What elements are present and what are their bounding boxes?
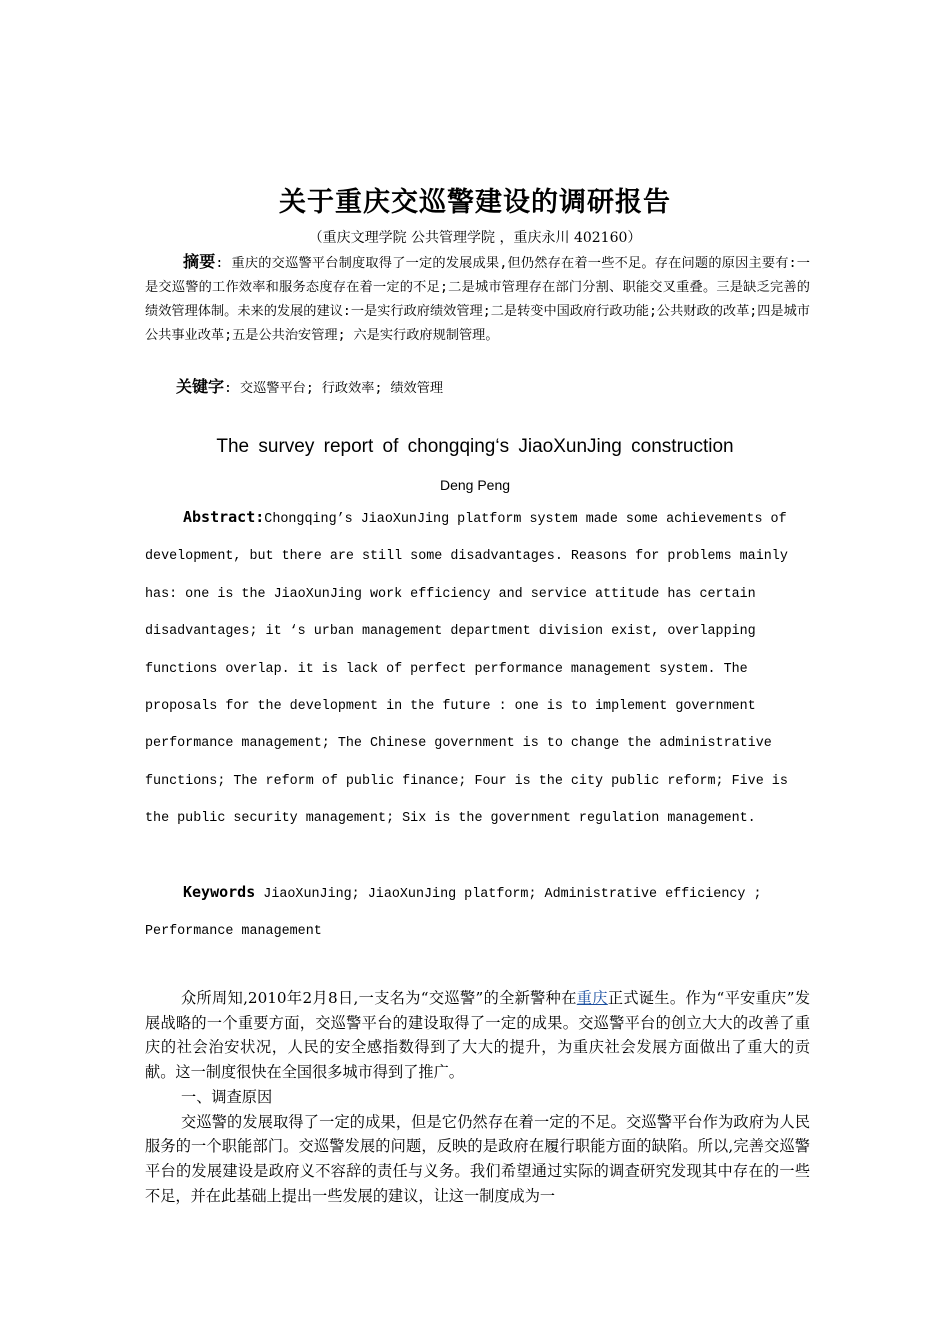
english-keywords-text: JiaoXunJing; JiaoXunJing platform; Administrative efficiency ; Performance management: [145, 887, 762, 940]
chinese-keywords-label: 关键字: [176, 377, 225, 396]
english-abstract: [145, 499, 813, 838]
english-abstract-text: Chongqing’s JiaoXunJing platform system made some achievements of development, but there are still some disadvantages. Reasons for problems mainly has: one is the JiaoXunJing work efficiency and service attitude has certain disadvantages; it ‘s urban management department division exist, overlapping functions overlap. it is lack of perfect performance management system. The proposals for the development in the future : one is to implement government performance management; The Chinese government is to change the administrative functions; The reform of public finance; Four is the city public reform; Five is the public security management; Six is the government regulation management.: [145, 512, 788, 827]
page-title: 关于重庆交巡警建设的调研报告: [279, 187, 671, 218]
body-paragraph-2: 交巡警的发展取得了一定的成果，但是它仍然存在着一定的不足。交巡警平台作为政府为人民服务的一个职能部门。交巡警发展的问题，反映的是政府在履行职能方面的缺陷。所以,完善交巡警平台的发展建设是政府义不容辞的责任与义务。我们希望通过实际的调查研究发现其中存在的一些不足，并在此基础上提出一些发展的建议，让这一制度成为一: [145, 1112, 810, 1205]
body-paragraph-1-start: 众所周知,2010年2月8日,一支名为“交巡警”的全新警种在: [181, 989, 577, 1007]
english-abstract-label: Abstract:: [183, 508, 265, 526]
english-keywords-label: Keywords: [183, 883, 256, 901]
english-keywords: [145, 874, 813, 951]
body-paragraph-1-end: 正式诞生。作为“平安重庆”发展战略的一个重要方面，交巡警平台的建设取得了一定的成果。交巡警平台的创立大大的改善了重庆的社会治安状况，人民的安全感指数得到了大大的提升，为重庆社会发展方面做出了重大的贡献。这一制度很快在全国很多城市得到了推广。: [145, 989, 811, 1082]
chinese-keywords-text: : 交巡警平台; 行政效率; 绩效管理: [224, 381, 444, 396]
chinese-abstract-label: 摘要: [183, 252, 216, 271]
chinese-abstract: [145, 250, 810, 348]
body-paragraph-1: [145, 986, 810, 1085]
chinese-abstract-text: : 重庆的交巡警平台制度取得了一定的发展成果,但仍然存在着一些不足。存在问题的原因主要有:一是交巡警的工作效率和服务态度存在着一定的不足;二是城市管理存在部门分割、职能交叉重叠。三是缺乏完善的绩效管理体制。未来的发展的建议:一是实行政府绩效管理;二是转变中国政府行政功能;公共财政的改革;四是城市公共事业改革;五是公共治安管理; 六是实行政府规制管理。: [145, 256, 810, 343]
chongqing-link[interactable]: 重庆: [576, 989, 608, 1007]
english-author: Deng Peng: [439, 477, 511, 493]
body-text: [145, 986, 810, 1208]
english-title: The survey report of chongqing‘s JiaoXunJing construction: [216, 436, 734, 457]
author-affiliation: （重庆文理学院 公共管理学院 ，重庆永川 402160）: [308, 230, 642, 246]
section-heading-1: 一、调查原因: [181, 1087, 273, 1106]
chinese-keywords: [176, 375, 816, 401]
